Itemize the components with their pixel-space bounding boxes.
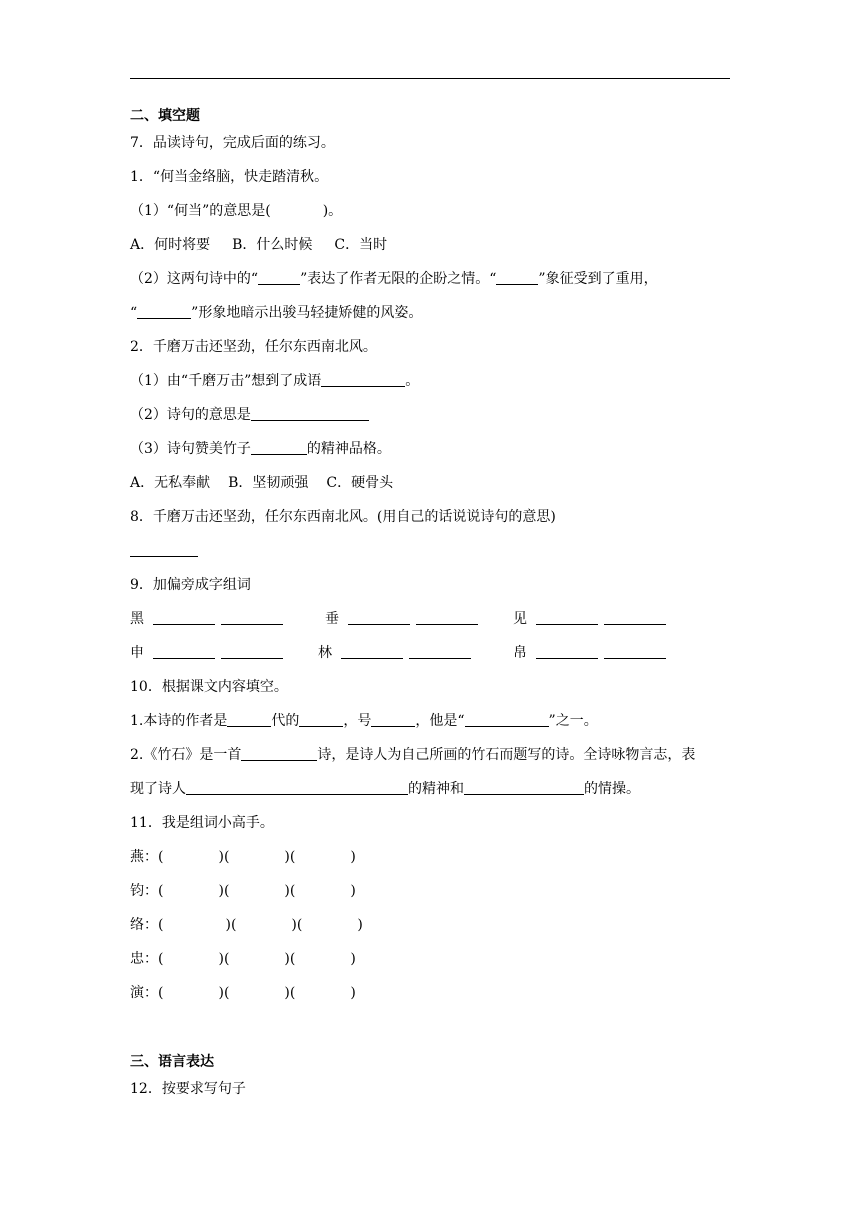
answer-blank[interactable] bbox=[227, 712, 271, 727]
q11-row: 络：( )( )( ) bbox=[130, 917, 363, 933]
q7-options-2 bbox=[130, 473, 393, 493]
answer-blank[interactable] bbox=[299, 712, 343, 727]
answer-blank[interactable] bbox=[341, 644, 403, 659]
answer-blank[interactable] bbox=[409, 644, 471, 659]
section-heading-language-expression: 三、语言表达 bbox=[130, 1054, 214, 1070]
answer-blank[interactable] bbox=[251, 440, 307, 455]
option-c[interactable]: C．硬骨头 bbox=[326, 475, 394, 491]
q10-line-1: 1.本诗的作者是 代的 ，号 ，他是“ ”之一。 bbox=[130, 713, 598, 729]
answer-blank[interactable] bbox=[536, 610, 598, 625]
answer-blank[interactable] bbox=[186, 780, 408, 795]
option-b[interactable]: B．什么时候 bbox=[232, 237, 313, 253]
option-a[interactable]: A．无私奉献 bbox=[130, 475, 211, 491]
answer-blank[interactable] bbox=[241, 746, 317, 761]
q10-line-3: 现了诗人 的精神和 的情操。 bbox=[130, 781, 640, 797]
q7-sub-2: （2）这两句诗中的“ ”表达了作者无限的企盼之情。“ ”象征受到了重用， bbox=[130, 271, 658, 287]
q9-item: 垂 bbox=[325, 609, 478, 629]
answer-blank[interactable] bbox=[321, 372, 405, 387]
q7-sub-5: （3）诗句赞美竹子 的精神品格。 bbox=[130, 441, 391, 457]
answer-blank[interactable] bbox=[251, 406, 369, 421]
question-10-stem: 10．根据课文内容填空。 bbox=[130, 679, 288, 695]
answer-blank[interactable] bbox=[536, 644, 598, 659]
q8-answer-line bbox=[130, 541, 198, 561]
q9-item: 见 bbox=[513, 609, 666, 629]
answer-blank[interactable] bbox=[464, 780, 584, 795]
question-9-stem: 9．加偏旁成字组词 bbox=[130, 577, 251, 593]
q7-sub-1: （1）“何当”的意思是( )。 bbox=[130, 203, 343, 219]
section-heading-fill-in: 二、填空题 bbox=[130, 108, 200, 124]
q9-item: 林 bbox=[318, 643, 471, 663]
answer-blank[interactable] bbox=[153, 644, 215, 659]
question-12-stem: 12．按要求写句子 bbox=[130, 1081, 246, 1097]
q9-item: 黑 bbox=[130, 609, 283, 629]
answer-blank[interactable] bbox=[153, 610, 215, 625]
answer-blank[interactable] bbox=[130, 542, 198, 557]
q9-item: 帛 bbox=[513, 643, 666, 663]
top-rule bbox=[130, 78, 730, 79]
q7-poem-line-1: 1．“何当金络脑，快走踏清秋。 bbox=[130, 169, 329, 185]
option-a[interactable]: A．何时将要 bbox=[130, 237, 211, 253]
q7-poem-line-2: 2．千磨万击还坚劲，任尔东西南北风。 bbox=[130, 339, 377, 355]
q7-sub-4: （2）诗句的意思是 bbox=[130, 405, 369, 425]
option-c[interactable]: C．当时 bbox=[334, 237, 388, 253]
answer-blank[interactable] bbox=[465, 712, 549, 727]
answer-blank[interactable] bbox=[371, 712, 415, 727]
q7-options-1 bbox=[130, 235, 387, 255]
q7-sub-2-cont: “ ”形象地暗示出骏马轻捷矫健的风姿。 bbox=[130, 305, 423, 321]
question-7-stem: 7．品读诗句，完成后面的练习。 bbox=[130, 135, 335, 151]
answer-blank[interactable] bbox=[348, 610, 410, 625]
q11-row: 忠：( )( )( ) bbox=[130, 951, 356, 967]
q11-row: 燕：( )( )( ) bbox=[130, 849, 356, 865]
q9-item: 申 bbox=[130, 643, 283, 663]
question-8-stem: 8．千磨万击还坚劲，任尔东西南北风。(用自己的话说说诗句的意思) bbox=[130, 509, 556, 525]
answer-blank[interactable] bbox=[258, 270, 300, 285]
q10-line-2: 2.《竹石》是一首 诗，是诗人为自己所画的竹石而题写的诗。全诗咏物言志，表 bbox=[130, 747, 696, 763]
answer-blank[interactable] bbox=[604, 610, 666, 625]
answer-blank[interactable] bbox=[137, 304, 191, 319]
answer-blank[interactable] bbox=[221, 644, 283, 659]
answer-blank[interactable] bbox=[221, 610, 283, 625]
question-11-stem: 11．我是组词小高手。 bbox=[130, 815, 274, 831]
answer-blank[interactable] bbox=[496, 270, 538, 285]
q11-row: 钧：( )( )( ) bbox=[130, 883, 356, 899]
option-b[interactable]: B．坚韧顽强 bbox=[228, 475, 309, 491]
answer-blank[interactable] bbox=[604, 644, 666, 659]
q11-row: 演：( )( )( ) bbox=[130, 985, 356, 1001]
answer-blank[interactable] bbox=[416, 610, 478, 625]
q7-sub-3: （1）由“千磨万击”想到了成语 。 bbox=[130, 373, 420, 389]
